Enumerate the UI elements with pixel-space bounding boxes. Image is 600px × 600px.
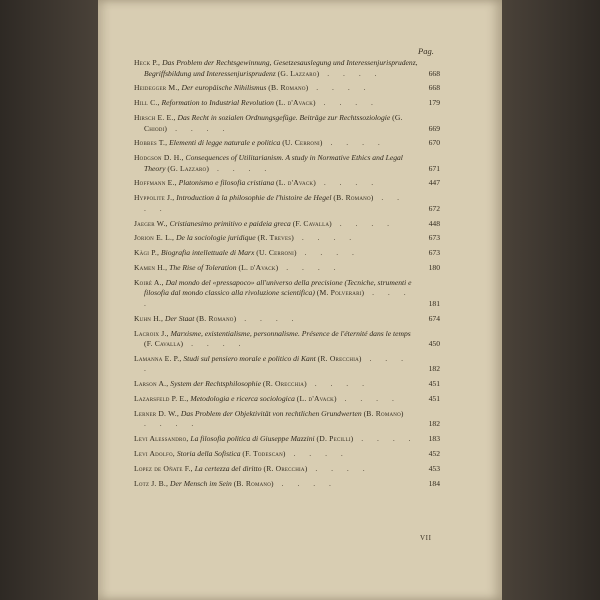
entry-author: Hodgson D. H., (134, 153, 184, 163)
entry-author: Levi Alessandro, (134, 434, 189, 444)
index-entry (134, 113, 440, 134)
entry-reviewer: (M. Polverari) (316, 288, 365, 298)
entry-page-number: 671 (428, 163, 440, 173)
index-entry (134, 409, 440, 430)
entry-title: Reformation to Industrial Revolution (161, 98, 274, 108)
entry-page-number: 670 (428, 138, 440, 148)
index-entry (134, 464, 440, 475)
index-list (134, 58, 440, 493)
entry-page-number: 181 (428, 298, 440, 308)
entry-title: Der europäische Nihilismus (181, 83, 267, 93)
entry-page-number: 179 (428, 98, 440, 108)
entry-reviewer: (G. Lazzaro) (277, 68, 320, 78)
leader-dots: . . . . (278, 262, 342, 272)
entry-reviewer: (G. Lazzaro) (167, 163, 210, 173)
entry-author: Kamen H., (134, 262, 168, 272)
entry-title: Marxisme, existentialisme, personnalisme. Présence de l'éternité dans le temps (170, 328, 411, 338)
leader-dots: . . . . (306, 379, 370, 389)
entry-reviewer: (B. Romano) (363, 408, 404, 418)
entry-title: Cristianesimo primitivo e paideia greca (169, 218, 291, 228)
entry-page-number: 673 (428, 248, 440, 258)
leader-dots: . . . . (307, 463, 371, 473)
entry-page-number: 184 (428, 478, 440, 488)
entry-reviewer: (R. Orecchia) (317, 353, 362, 363)
leader-dots: . . . . (353, 434, 417, 444)
index-entry (134, 233, 440, 244)
leader-dots: . . . . (273, 478, 337, 488)
entry-page-number: 182 (428, 419, 440, 429)
entry-title: Elementi di legge naturale e politica (169, 138, 281, 148)
entry-author: Larson A., (134, 379, 169, 389)
leader-dots: . . . . (336, 394, 400, 404)
leader-dots: . . . . (285, 448, 349, 458)
entry-author: Heidegger M., (134, 83, 180, 93)
entry-reviewer: (G. Chiodi) (144, 112, 403, 133)
entry-title: La certezza del diritto (194, 463, 262, 473)
entry-title: Consequences of Utilitarianism. A study in Normative Ethics and Legal Theory (144, 153, 403, 173)
entry-title: Storia della Sofistica (176, 448, 241, 458)
entry-author: Jorion E. L., (134, 233, 175, 243)
entry-title: Biografia intellettuale di Marx (160, 248, 255, 258)
entry-author: Heck P., (134, 58, 161, 67)
entry-title: Dal mondo del «pressapoco» all'universo della precisione (Tecniche, strumenti e filosofia dal mondo classico alla rivoluzione scientifica) (144, 277, 412, 298)
entry-title: System der Rechtsphilosophie (170, 379, 261, 389)
entry-reviewer: (U. Cerroni) (282, 138, 323, 148)
page-column-header: Pag. (418, 46, 434, 56)
entry-page-number: 450 (428, 339, 440, 349)
entry-reviewer: (B. Romano) (196, 313, 237, 323)
page-folio: VII (420, 534, 432, 542)
leader-dots: . . . . (315, 178, 380, 188)
entry-title: Metodologia e ricerca sociologica (190, 394, 295, 404)
index-entry (134, 394, 440, 405)
entry-title: Der Staat (165, 313, 195, 323)
entry-title: Das Problem der Rechtsgewinnung, Gesetzesauslegung und Interessenjurisprudenz, Begriffsbildung und Interessenjurisprudenz (144, 58, 418, 78)
leader-dots: . . . . (167, 123, 231, 133)
entry-reviewer: (L. d'Avack) (275, 98, 316, 108)
index-entry (134, 379, 440, 390)
entry-title: Platonismo e filosofia cristiana (178, 178, 275, 188)
leader-dots: . . . . (293, 233, 358, 243)
entry-reviewer: (F. Cavalla) (144, 339, 184, 349)
entry-reviewer: (B. Romano) (268, 83, 309, 93)
leader-dots: . . . . (331, 218, 396, 228)
entry-reviewer: (B. Romano) (233, 478, 274, 488)
leader-dots: . . . . (209, 163, 273, 173)
entry-author: Hoffmann E., (134, 178, 177, 188)
entry-author: Hill C., (134, 98, 160, 108)
index-entry (134, 219, 440, 230)
leader-dots: . . . . (144, 419, 200, 429)
entry-page-number: 668 (428, 68, 440, 78)
index-entry (134, 263, 440, 274)
index-entry (134, 193, 440, 214)
entry-page-number: 183 (428, 434, 440, 444)
entry-title: Das Recht in sozialen Ordnungsgefüge. Beiträge zur Rechtssoziologie (177, 112, 391, 122)
entry-title: La filosofia politica di Giuseppe Mazzini (190, 434, 315, 444)
entry-reviewer: (U. Cerroni) (256, 248, 297, 258)
entry-page-number: 669 (428, 123, 440, 133)
entry-reviewer: (R. Treves) (257, 233, 294, 243)
index-entry (134, 98, 440, 109)
entry-page-number: 451 (428, 379, 440, 389)
entry-author: Kuhn H., (134, 313, 164, 323)
leader-dots: . . . . (308, 83, 372, 93)
entry-page-number: 453 (428, 463, 440, 473)
entry-author: Hobbes T., (134, 138, 168, 148)
entry-page-number: 447 (428, 178, 440, 188)
entry-page-number: 674 (428, 313, 440, 323)
index-entry (134, 449, 440, 460)
entry-author: Lazarsfeld P. E., (134, 394, 189, 404)
entry-author: Hirsch E. E., (134, 112, 176, 122)
entry-reviewer: (R. Orecchia) (263, 463, 308, 473)
entry-reviewer: (L. d'Avack) (296, 394, 337, 404)
entry-author: Jaeger W., (134, 218, 168, 228)
index-entry (134, 58, 440, 79)
entry-reviewer: (R. Orecchia) (262, 379, 307, 389)
entry-author: Lerner D. W., (134, 408, 179, 418)
entry-author: Lopez de Oñate F., (134, 463, 193, 473)
entry-title: The Rise of Toleration (169, 262, 237, 272)
entry-reviewer: (F. Todescan) (242, 448, 286, 458)
entry-title: Introduction à la philosophie de l'histoire de Hegel (176, 193, 332, 203)
entry-page-number: 452 (428, 448, 440, 458)
leader-dots: . . . . (144, 353, 409, 374)
index-entry (134, 354, 440, 375)
entry-author: Lamanna E. P., (134, 353, 182, 363)
entry-author: Koiré A., (134, 277, 164, 287)
left-background (0, 0, 98, 600)
entry-page-number: 673 (428, 233, 440, 243)
entry-reviewer: (D. Pecilli) (316, 434, 354, 444)
entry-page-number: 448 (428, 218, 440, 228)
index-entry (134, 278, 440, 310)
entry-page-number: 668 (428, 83, 440, 93)
index-entry (134, 138, 440, 149)
index-entry (134, 153, 440, 174)
leader-dots: . . . . (236, 313, 300, 323)
entry-reviewer: (F. Cavalla) (292, 218, 332, 228)
entry-title: De la sociologie juridique (176, 233, 256, 243)
leader-dots: . . . . (144, 288, 412, 308)
entry-title: Das Problem der Objektivität von rechtlichen Grundwerten (180, 408, 362, 418)
entry-reviewer: (L. d'Avack) (238, 262, 279, 272)
leader-dots: . . . . (296, 248, 360, 258)
entry-reviewer: (B. Romano) (333, 193, 374, 203)
index-entry (134, 178, 440, 189)
index-entry (134, 479, 440, 490)
index-entry (134, 248, 440, 259)
index-entry (134, 434, 440, 445)
right-background (502, 0, 600, 600)
entry-title: Der Mensch im Sein (169, 478, 232, 488)
entry-page-number: 672 (428, 203, 440, 213)
index-entry (134, 83, 440, 94)
leader-dots: . . . . (183, 339, 247, 349)
index-entry (134, 329, 440, 350)
leader-dots: . . . . (322, 138, 386, 148)
entry-reviewer: (L. d'Avack) (276, 178, 316, 188)
entry-page-number: 180 (428, 262, 440, 272)
entry-author: Kägi P., (134, 248, 160, 258)
entry-page-number: 182 (428, 364, 440, 374)
entry-author: Lotz J. B., (134, 478, 169, 488)
index-entry (134, 314, 440, 325)
leader-dots: . . . . (315, 98, 379, 108)
leader-dots: . . . . (144, 193, 406, 213)
leader-dots: . . . . (319, 68, 383, 78)
entry-author: Levi Adolfo, (134, 448, 175, 458)
entry-author: Hyppolite J., (134, 193, 175, 203)
entry-title: Studi sul pensiero morale e politico di Kant (183, 353, 316, 363)
entry-page-number: 451 (428, 394, 440, 404)
entry-author: Lacroix J., (134, 328, 169, 338)
